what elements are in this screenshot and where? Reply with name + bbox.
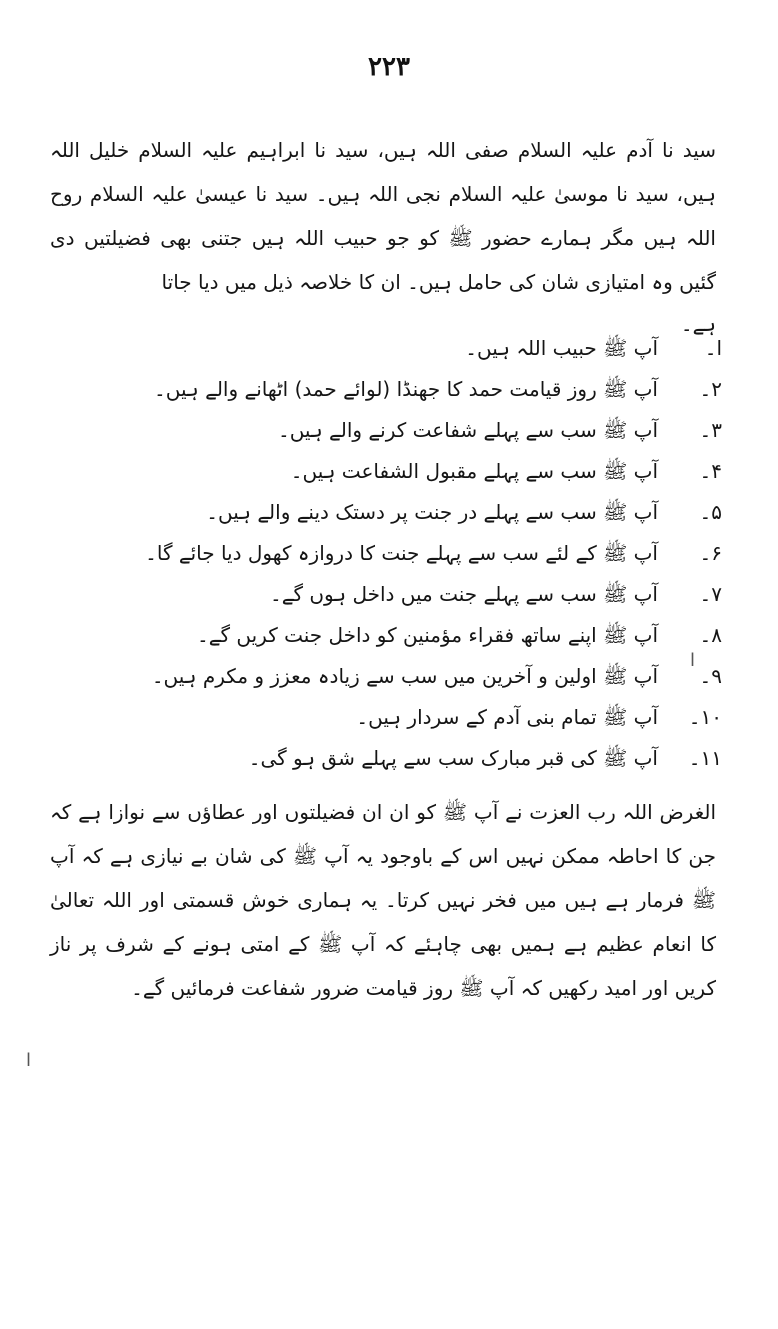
list-item — [50, 664, 730, 705]
list-item-text: آپ ﷺ اپنے ساتھ فقراء مؤمنین کو داخل جنت کریں گے۔ — [197, 623, 658, 647]
list-item-text: آپ ﷺ تمام بنی آدم کے سردار ہیں۔ — [356, 705, 658, 729]
list-item-text: آپ ﷺ حبیب اللہ ہیں۔ — [465, 336, 658, 360]
list-item-text: آپ ﷺ اولین و آخرین میں سب سے زیادہ معزز و مکرم ہیں۔ — [151, 664, 658, 688]
scan-mark: ا — [690, 650, 696, 671]
virtues-list — [50, 336, 730, 787]
list-item-number: ۵۔ — [699, 500, 722, 524]
list-item — [50, 500, 730, 541]
list-item-text: آپ ﷺ سب سے پہلے شفاعت کرنے والے ہیں۔ — [277, 418, 658, 442]
list-item-number: ۳۔ — [699, 418, 722, 442]
list-item — [50, 623, 730, 664]
list-item — [50, 746, 730, 787]
list-item-text: آپ ﷺ سب سے پہلے جنت میں داخل ہوں گے۔ — [270, 582, 658, 606]
list-item — [50, 418, 730, 459]
list-item-text: آپ ﷺ روز قیامت حمد کا جھنڈا (لوائے حمد) اٹھانے والے ہیں۔ — [154, 377, 658, 401]
list-item-number: ۱۰۔ — [688, 705, 722, 729]
scan-mark: ا — [26, 1050, 32, 1071]
list-item-number: ۶۔ — [699, 541, 722, 565]
list-item-number: ۹۔ — [699, 664, 722, 688]
list-item-number: ۷۔ — [699, 582, 722, 606]
closing-paragraph: الغرض اللہ رب العزت نے آپ ﷺ کو ان ان فضیلتوں اور عطاؤں سے نوازا ہے کہ جن کا احاطہ ممکن نہیں اس کے باوجود یہ آپ ﷺ کی شان بے نیازی ہے کہ آپ ﷺ فرمار ہے ہیں میں فخر نہیں کرتا۔ یہ ہماری خوش قسمتی اور اللہ تعالیٰ کا انعام عظیم ہے ہمیں بھی چاہئے کہ آپ ﷺ کے امتی ہونے کے شرف پر ناز کریں اور امید رکھیں کہ آپ ﷺ روز قیامت ضرور شفاعت فرمائیں گے۔ — [50, 800, 716, 1000]
list-item — [50, 705, 730, 746]
intro-paragraph-end: ہے۔ — [680, 312, 716, 336]
list-item — [50, 582, 730, 623]
list-item — [50, 459, 730, 500]
page-number: ۲۲۳ — [368, 52, 410, 82]
list-item-text: آپ ﷺ کے لئے سب سے پہلے جنت کا دروازہ کھول دیا جائے گا۔ — [145, 541, 658, 565]
list-item-number: ۱۱۔ — [688, 746, 722, 770]
list-item — [50, 541, 730, 582]
list-item-number: ۸۔ — [699, 623, 722, 647]
list-item-number: ا۔ — [704, 336, 722, 360]
list-item-text: آپ ﷺ کی قبر مبارک سب سے پہلے شق ہو گی۔ — [248, 746, 658, 770]
list-item — [50, 336, 730, 377]
list-item-text: آپ ﷺ سب سے پہلے مقبول الشفاعت ہیں۔ — [290, 459, 658, 483]
list-item — [50, 377, 730, 418]
intro-paragraph: سید نا آدم علیہ السلام صفی اللہ ہیں، سید نا ابراہیم علیہ السلام خلیل اللہ ہیں، سید نا موسیٰ علیہ السلام نجی اللہ ہیں۔ سید نا عیسیٰ علیہ السلام روح اللہ ہیں مگر ہمارے حضور ﷺ کو جو حبیب اللہ ہیں جتنی بھی فضیلتیں دی گئیں وہ امتیازی شان کی حامل ہیں۔ ان کا خلاصہ ذیل میں دیا جاتا — [50, 138, 716, 294]
list-item-number: ۲۔ — [699, 377, 722, 401]
list-item-number: ۴۔ — [699, 459, 722, 483]
list-item-text: آپ ﷺ سب سے پہلے در جنت پر دستک دینے والے ہیں۔ — [206, 500, 658, 524]
